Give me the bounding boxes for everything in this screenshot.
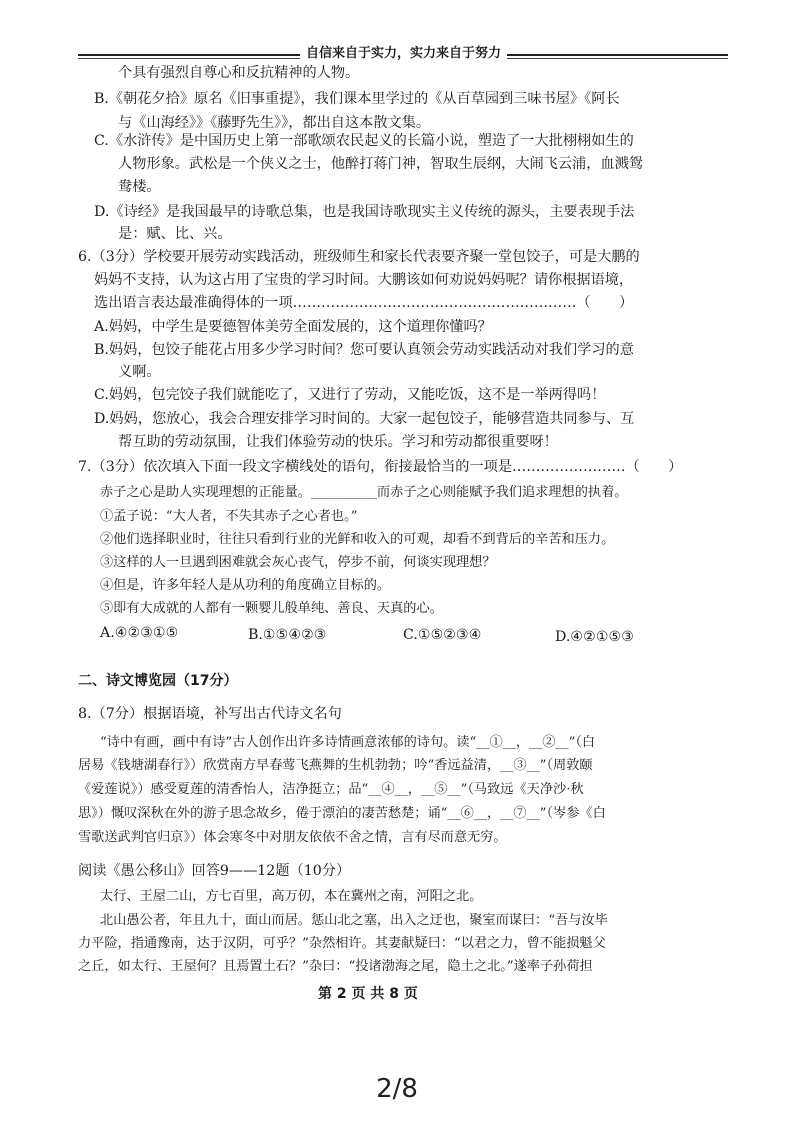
sentence-3: ③这样的人一旦遇到困难就会灰心丧气，停步不前，何谈实现理想？ [100, 555, 496, 570]
passage-line: 力平险，指通豫南，达于汉阴，可乎？”杂然相许。其妻献疑曰：“以君之力，曾不能损魁父 [78, 936, 606, 951]
text-line: 《爱莲说》）感受夏莲的清香怡人，洁净挺立；品“__④__，__⑤__”（马致远《天净沙·秋 [78, 782, 584, 797]
text-line: 与《山海经》》《藤野先生》》，都出自这本散文集。 [118, 115, 431, 131]
sentence-5: ⑤即有大成就的人都有一颗婴儿般单纯、善良、天真的心。 [100, 601, 443, 616]
text-line: 妈妈不支持，认为这占用了宝贵的学习时间。大鹏该如何劝说妈妈呢？请你根据语境， [94, 272, 634, 288]
text-line: 选出语言表达最准确得体的一项……………………………………………………（ ） [94, 295, 634, 311]
passage-line: 北山愚公者，年且九十，面山而居。惩山北之塞，出入之迂也，聚室而谋曰：“吾与汝毕 [100, 913, 608, 928]
choice-a: A.④②③①⑤ [100, 625, 179, 641]
option-b-line: B.妈妈，包饺子能花占用多少学习时间？您可要认真领会劳动实践活动对我们学习的意 [94, 342, 634, 358]
question-8-line: 8.（7分）根据语境，补写出古代诗文名句 [78, 706, 342, 722]
option-c-line: C.《水浒传》是中国历史上第一部歌颂农民起义的长篇小说，塑造了一大批栩栩如生的 [94, 133, 634, 149]
option-b-line: B.《朝花夕拾》原名《旧事重提》，我们课本里学过的《从百草园到三味书屋》《阿长 [94, 91, 620, 107]
text-line: 个具有强烈自尊心和反抗精神的人物。 [118, 65, 360, 81]
text-line: 帮互助的劳动氛围，让我们体验劳动的快乐。学习和劳动都很重要呀！ [118, 434, 558, 450]
option-a-line: A.妈妈，中学生是要德智体美劳全面发展的，这个道理你懂吗？ [94, 319, 492, 335]
text-line: 义啊。 [118, 364, 161, 380]
option-d-line: D.《诗经》是我国最早的诗歌总集，也是我国诗歌现实主义传统的源头，主要表现手法 [94, 204, 635, 220]
question-7-line: 7.（3分）依次填入下面一段文字横线处的语句，衔接最恰当的一项是……………………（ ） [78, 459, 683, 475]
text-line: 居易《钱塘湖春行》）欣赏南方早春莺飞燕舞的生机勃勃；吟“香远益清，__③__”（周敦颐 [78, 758, 593, 773]
passage-line: 之丘，如太行、王屋何？且焉置土石？”杂曰：“投诸渤海之尾，隐土之北。”遂率子孙荷担 [78, 959, 593, 974]
choice-c: C.①⑤②③④ [403, 627, 482, 643]
reading-heading: 阅读《愚公移山》回答9——12题（10分） [78, 863, 351, 879]
text-line: 人物形象。武松是一个侠义之士，他醉打蒋门神，智取生辰纲，大闹飞云浦，血溅鸳 [118, 156, 643, 172]
page-footer: 第 2 页 共 8 页 [318, 986, 418, 1002]
choice-b: B.①⑤④②③ [248, 627, 327, 643]
question-6-line: 6.（3分）学校要开展劳动实践活动，班级师生和家长代表要齐聚一堂包饺子，可是大鹏的 [78, 249, 640, 265]
choice-d: D.④②①⑤③ [555, 629, 634, 645]
text-line: 是：赋、比、兴。 [118, 226, 232, 242]
option-c-line: C.妈妈，包完饺子我们就能吃了，又进行了劳动，又能吃饭，这不是一举两得吗！ [94, 387, 606, 403]
option-d-line: D.妈妈，您放心，我会合理安排学习时间的。大家一起包饺子，能够营造共同参与、互 [94, 411, 635, 427]
passage-line: 太行、王屋二山，方七百里，高万仞，本在冀州之南，河阳之北。 [100, 889, 483, 904]
section-heading: 二、诗文博览园（17分） [78, 673, 238, 689]
sentence-2: ②他们选择职业时，往往只看到行业的光鲜和收入的可观，却看不到背后的辛苦和压力。 [100, 532, 615, 547]
page-indicator: 2/8 [376, 1074, 418, 1104]
text-line: “诗中有画，画中有诗”古人创作出许多诗情画意浓郁的诗句。读“__①__，__②__”（白 [100, 735, 596, 750]
sentence-4: ④但是，许多年轻人是从功利的角度确立目标的。 [100, 578, 391, 593]
sentence-1: ①孟子说：“大人者，不失其赤子之心者也。” [100, 509, 358, 524]
text-line: 鸯楼。 [118, 179, 161, 195]
text-line: 思》）慨叹深秋在外的游子思念故乡，倦于漂泊的凄苦愁楚；诵“__⑥__，__⑦__”（岑参《白 [78, 806, 606, 821]
text-line: 雪歌送武判官归京》）体会寒冬中对朋友依依不舍之情，言有尽而意无穷。 [78, 830, 507, 845]
header-motto: 自信来自于实力，实力来自于努力 [300, 42, 507, 61]
text-line: 赤子之心是助人实现理想的正能量。__________而赤子之心则能赋予我们追求理想的执着。 [100, 485, 628, 500]
